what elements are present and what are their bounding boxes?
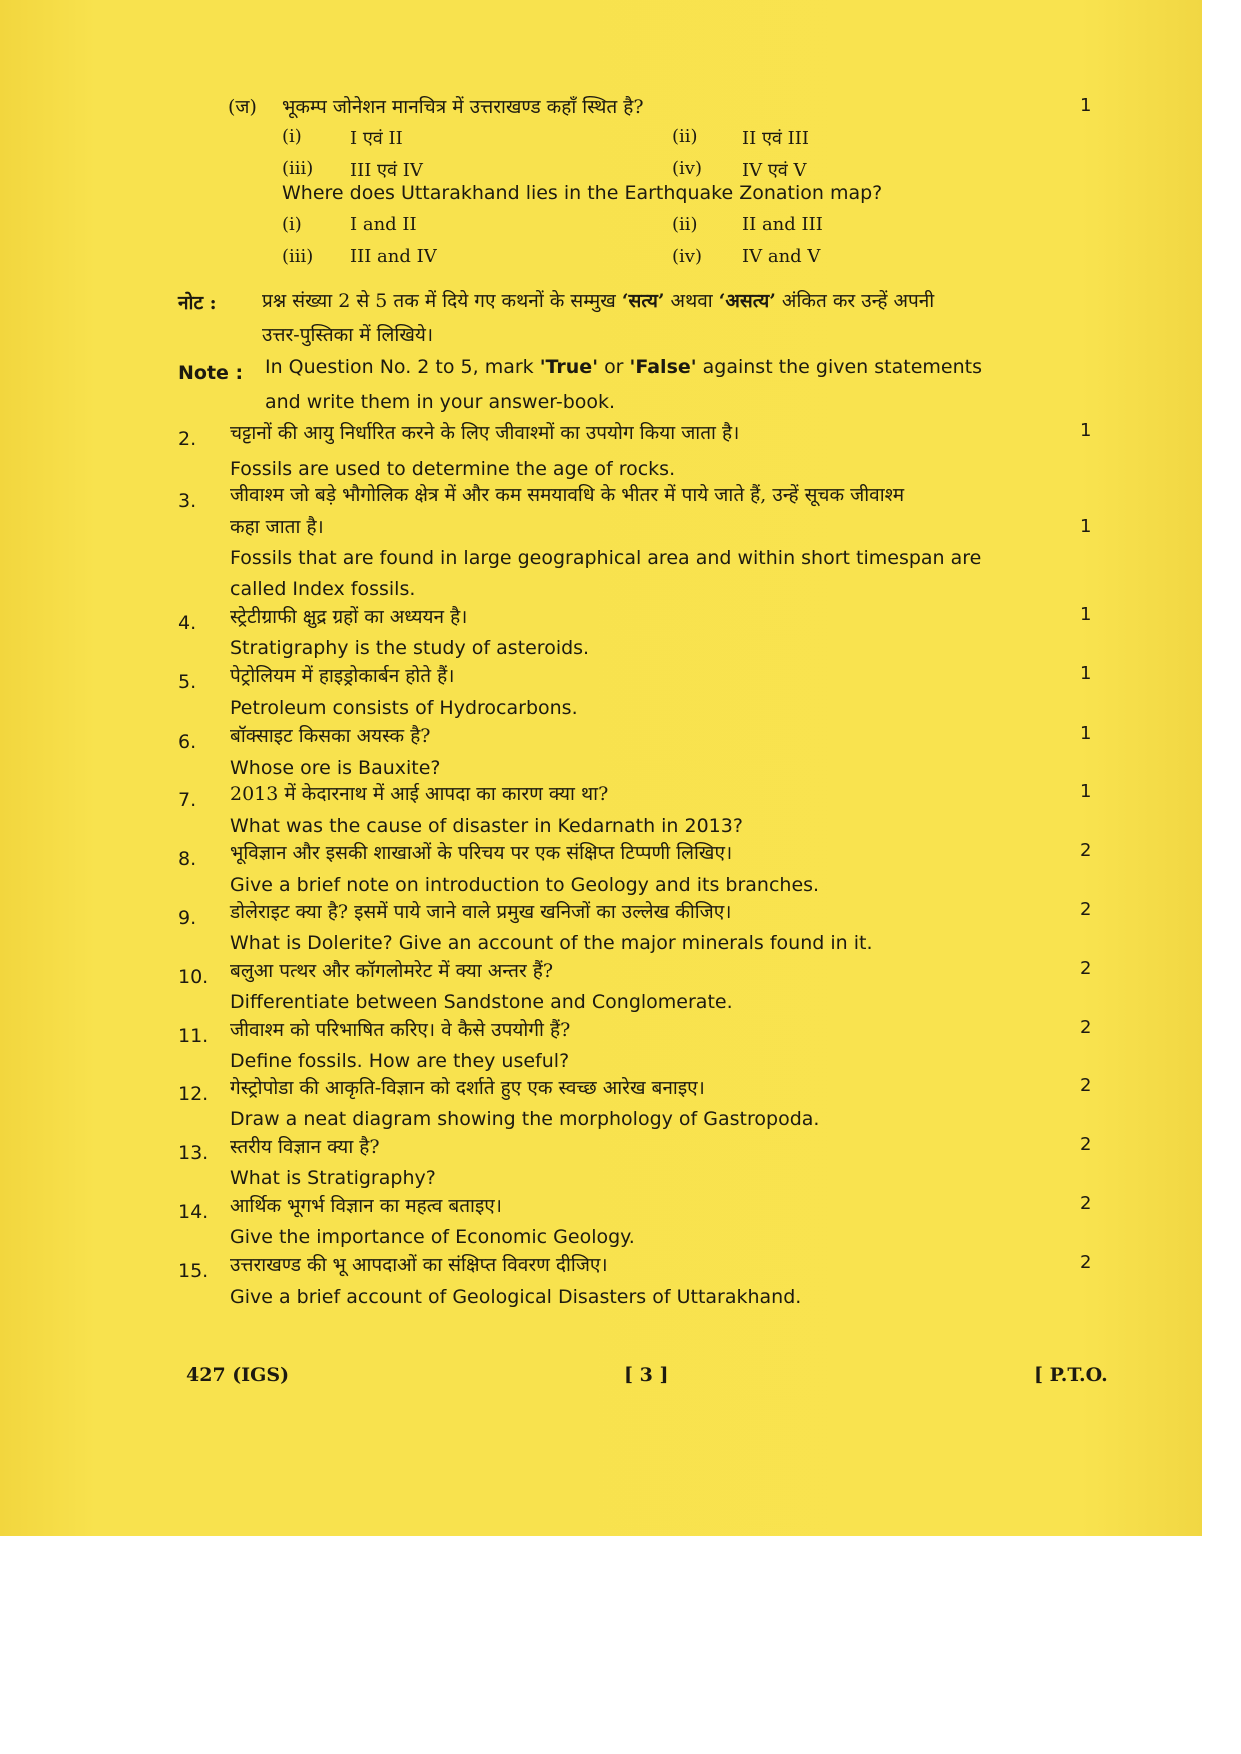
- question-marks: 2: [1080, 1134, 1092, 1155]
- question-english: Give a brief account of Geological Disasters of Uttarakhand.: [230, 1286, 802, 1308]
- option-key: (ii): [672, 126, 698, 147]
- question-hindi: आर्थिक भूगर्भ विज्ञान का महत्व बताइए।: [230, 1195, 503, 1217]
- question-j-marks: 1: [1080, 95, 1092, 116]
- question-hindi: बलुआ पत्थर और कॉगलोमरेट में क्या अन्तर हैं?: [230, 960, 554, 982]
- question-hindi: पेट्रोलियम में हाइड्रोकार्बन होते हैं।: [230, 665, 455, 687]
- question-hindi: जीवाश्म को परिभाषित करिए। वे कैसे उपयोगी हैं?: [230, 1019, 571, 1041]
- note-hindi-false: ‘असत्य’: [718, 290, 776, 312]
- question-english: Fossils that are found in large geographical area and within short timespan are: [230, 547, 982, 569]
- option-key: (iii): [282, 158, 314, 179]
- option-value: II एवं III: [742, 128, 809, 149]
- question-english: Give a brief note on introduction to Geology and its branches.: [230, 874, 820, 896]
- question-j-english: Where does Uttarakhand lies in the Earthquake Zonation map?: [282, 182, 883, 204]
- note-english-label: Note :: [178, 362, 244, 384]
- question-english: Define fossils. How are they useful?: [230, 1050, 570, 1072]
- question-number: 9.: [178, 907, 197, 929]
- note-hindi-true: ‘सत्य’: [621, 290, 665, 312]
- question-number: 7.: [178, 789, 197, 811]
- question-english: Fossils are used to determine the age of rocks.: [230, 458, 676, 480]
- option-value: III एवं IV: [350, 160, 423, 181]
- note-hindi-label: नोट :: [178, 292, 217, 314]
- note-english-true: 'True': [539, 356, 599, 378]
- note-english-false: 'False': [629, 356, 697, 378]
- note-hindi-or: अथवा: [670, 290, 713, 312]
- question-hindi: जीवाश्म जो बड़े भौगोलिक क्षेत्र में और कम समयावधि के भीतर में पाये जाते हैं, उन्हें सूचक जीवाश्म: [230, 484, 905, 506]
- question-hindi: स्ट्रेटीग्राफी क्षुद्र ग्रहों का अध्ययन है।: [230, 606, 468, 628]
- question-marks: 1: [1080, 663, 1092, 684]
- question-number: 6.: [178, 731, 197, 753]
- question-english: Draw a neat diagram showing the morphology of Gastropoda.: [230, 1108, 820, 1130]
- question-hindi: डोलेराइट क्या है? इसमें पाये जाने वाले प्रमुख खनिजों का उल्लेख कीजिए।: [230, 901, 732, 923]
- question-hindi: चट्टानों की आयु निर्धारित करने के लिए जीवाश्मों का उपयोग किया जाता है।: [230, 422, 740, 444]
- note-hindi-line1: [262, 290, 934, 312]
- option-value: III and IV: [350, 246, 437, 267]
- question-marks: 1: [1080, 604, 1092, 625]
- question-marks: 2: [1080, 1075, 1092, 1096]
- question-number: 8.: [178, 848, 197, 870]
- option-key: (ii): [672, 214, 698, 235]
- page-number: [ 3 ]: [624, 1364, 669, 1386]
- question-number: 10.: [178, 966, 209, 988]
- question-hindi: भूविज्ञान और इसकी शाखाओं के परिचय पर एक संक्षिप्त टिप्पणी लिखिए।: [230, 842, 733, 864]
- question-english: Whose ore is Bauxite?: [230, 757, 441, 779]
- option-key: (iv): [672, 246, 702, 267]
- question-j-hindi: भूकम्प जोनेशन मानचित्र में उत्तराखण्ड कहाँ स्थित है?: [282, 96, 644, 118]
- note-english-line1: [265, 356, 982, 378]
- note-hindi-text: अंकित कर उन्हें अपनी: [781, 290, 935, 312]
- question-number: 2.: [178, 428, 197, 450]
- question-english: What is Stratigraphy?: [230, 1167, 436, 1189]
- question-english-line2: called Index fossils.: [230, 578, 416, 600]
- question-english: Petroleum consists of Hydrocarbons.: [230, 697, 578, 719]
- question-marks: 2: [1080, 840, 1092, 861]
- question-hindi: उत्तराखण्ड की भू आपदाओं का संक्षिप्त विवरण दीजिए।: [230, 1254, 608, 1276]
- question-marks: 1: [1080, 723, 1092, 744]
- option-value: IV and V: [742, 246, 821, 267]
- question-marks: 2: [1080, 1252, 1092, 1273]
- option-value: I एवं II: [350, 128, 403, 149]
- question-number: 12.: [178, 1083, 209, 1105]
- question-english: Stratigraphy is the study of asteroids.: [230, 637, 590, 659]
- question-number: 15.: [178, 1260, 209, 1282]
- option-key: (i): [282, 126, 302, 147]
- question-marks: 1: [1080, 420, 1092, 441]
- note-hindi-text: प्रश्न संख्या 2 से 5 तक में दिये गए कथनों के सम्मुख: [262, 290, 616, 312]
- option-value: I and II: [350, 214, 417, 235]
- note-hindi-line2: उत्तर-पुस्तिका में लिखिये।: [262, 324, 434, 346]
- question-marks: 2: [1080, 1193, 1092, 1214]
- option-key: (iii): [282, 246, 314, 267]
- option-value: II and III: [742, 214, 823, 235]
- note-english-or: or: [604, 356, 624, 378]
- question-hindi: स्तरीय विज्ञान क्या है?: [230, 1136, 380, 1158]
- question-number: 5.: [178, 671, 197, 693]
- question-marks: 2: [1080, 1017, 1092, 1038]
- question-number: 4.: [178, 612, 197, 634]
- question-english: What is Dolerite? Give an account of the major minerals found in it.: [230, 932, 873, 954]
- question-english: Differentiate between Sandstone and Conglomerate.: [230, 991, 733, 1013]
- question-hindi: 2013 में केदारनाथ में आई आपदा का कारण क्या था?: [230, 783, 609, 805]
- question-number: 11.: [178, 1025, 209, 1047]
- question-marks: 2: [1080, 899, 1092, 920]
- question-english: What was the cause of disaster in Kedarnath in 2013?: [230, 815, 743, 837]
- paper-code: 427 (IGS): [186, 1364, 290, 1386]
- option-value: IV एवं V: [742, 160, 807, 181]
- question-hindi-line2: कहा जाता है।: [230, 516, 324, 538]
- option-key: (i): [282, 214, 302, 235]
- question-number: 3.: [178, 490, 197, 512]
- note-english-text: against the given statements: [702, 356, 982, 378]
- question-hindi: गेस्ट्रोपोडा की आकृति-विज्ञान को दर्शाते हुए एक स्वच्छ आरेख बनाइए।: [230, 1077, 705, 1099]
- please-turn-over: [ P.T.O.: [1034, 1364, 1108, 1386]
- question-marks: 1: [1080, 516, 1092, 537]
- question-number: 13.: [178, 1142, 209, 1164]
- note-english-line2: and write them in your answer-book.: [265, 391, 616, 413]
- note-english-text: In Question No. 2 to 5, mark: [265, 356, 534, 378]
- question-number: 14.: [178, 1201, 209, 1223]
- question-j-label: (ज): [228, 96, 257, 118]
- question-hindi: बॉक्साइट किसका अयस्क है?: [230, 725, 431, 747]
- option-key: (iv): [672, 158, 702, 179]
- question-marks: 1: [1080, 781, 1092, 802]
- question-english: Give the importance of Economic Geology.: [230, 1226, 635, 1248]
- question-marks: 2: [1080, 958, 1092, 979]
